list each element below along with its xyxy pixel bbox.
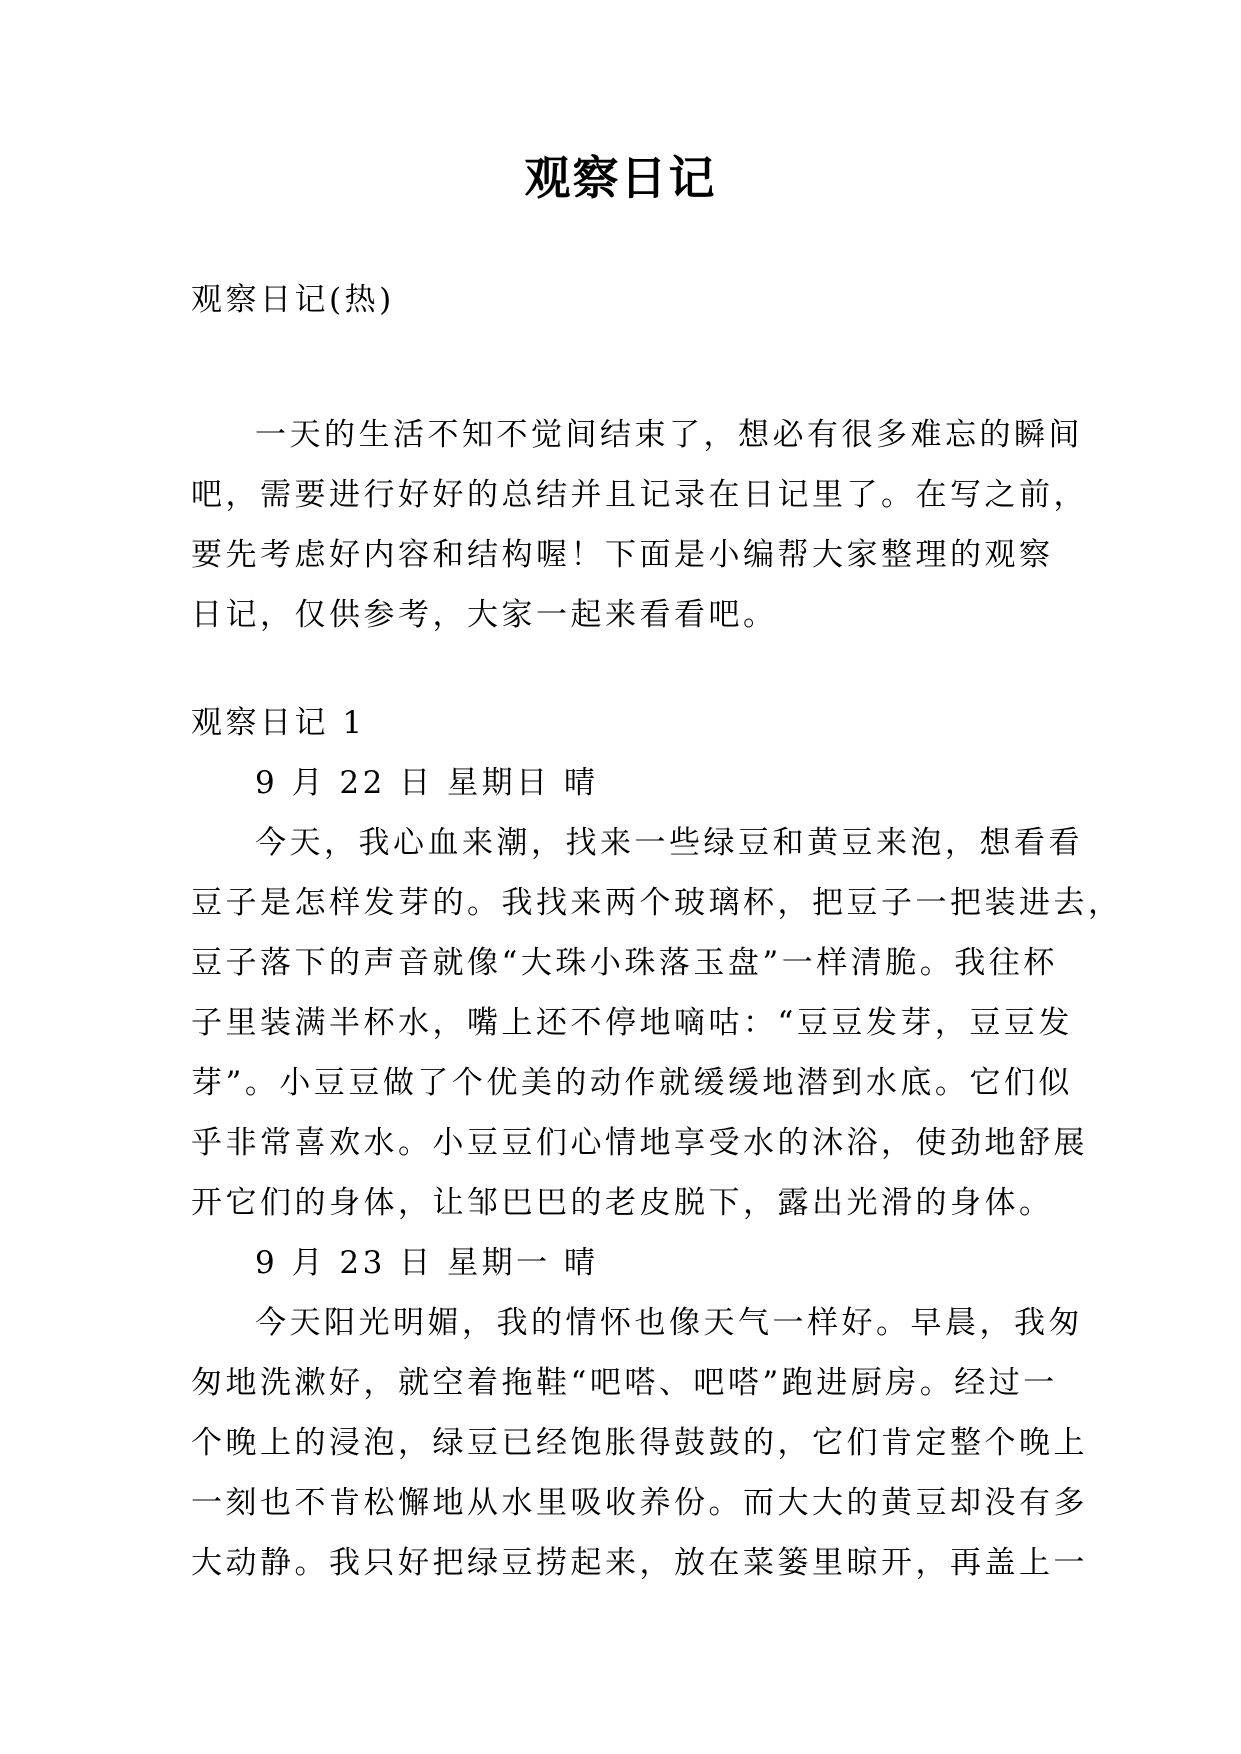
entry-line: 大动静。我只好把绿豆捞起来，放在菜篓里晾开，再盖上一 [191, 1545, 1088, 1581]
intro-line: 吧，需要进行好好的总结并且记录在日记里了。在写之前， [191, 477, 1088, 513]
entry-date: 9 月 22 日 星期日 晴 [255, 765, 599, 801]
entry-line: 子里装满半杯水，嘴上还不停地嘀咕：“豆豆发芽，豆豆发 [191, 1005, 1073, 1041]
entry-line: 一刻也不肯松懈地从水里吸收养份。而大大的黄豆却没有多 [191, 1485, 1088, 1521]
entry-line: 开它们的身体，让邹巴巴的老皮脱下，露出光滑的身体。 [191, 1185, 1054, 1221]
entry-line: 芽”。小豆豆做了个优美的动作就缓缓地潜到水底。它们似 [191, 1065, 1073, 1101]
document-subtitle-block [191, 270, 1071, 330]
intro-line: 日记，仅供参考，大家一起来看看吧。 [191, 597, 778, 633]
entry-line: 豆子落下的声音就像“大珠小珠落玉盘”一样清脆。我往杯 [191, 945, 1058, 981]
entry-line: 乎非常喜欢水。小豆豆们心情地享受水的沐浴，使劲地舒展 [191, 1125, 1088, 1161]
diary-heading: 观察日记 1 [191, 705, 366, 741]
entry-line: 今天阳光明媚，我的情怀也像天气一样好。早晨，我匆 [255, 1305, 1083, 1341]
document-subtitle: 观察日记(热) [191, 282, 395, 318]
diary-section [191, 693, 1123, 1593]
intro-line: 一天的生活不知不觉间结束了，想必有很多难忘的瞬间 [255, 417, 1083, 453]
entry-line: 匆地洗漱好，就空着拖鞋“吧嗒、吧嗒”跑进厨房。经过一 [191, 1365, 1058, 1401]
entry-line: 个晚上的浸泡，绿豆已经饱胀得鼓鼓的，它们肯定整个晚上 [191, 1425, 1088, 1461]
entry-line: 豆子是怎样发芽的。我找来两个玻璃杯，把豆子一把装进去， [191, 885, 1123, 921]
intro-line: 要先考虑好内容和结构喔！下面是小编帮大家整理的观察 [191, 537, 1054, 573]
entry-date: 9 月 23 日 星期一 晴 [255, 1245, 599, 1281]
document-title: 观察日记 [524, 151, 717, 205]
entry-line: 今天，我心血来潮，找来一些绿豆和黄豆来泡，想看看 [255, 825, 1083, 861]
intro-paragraph [191, 405, 1088, 645]
